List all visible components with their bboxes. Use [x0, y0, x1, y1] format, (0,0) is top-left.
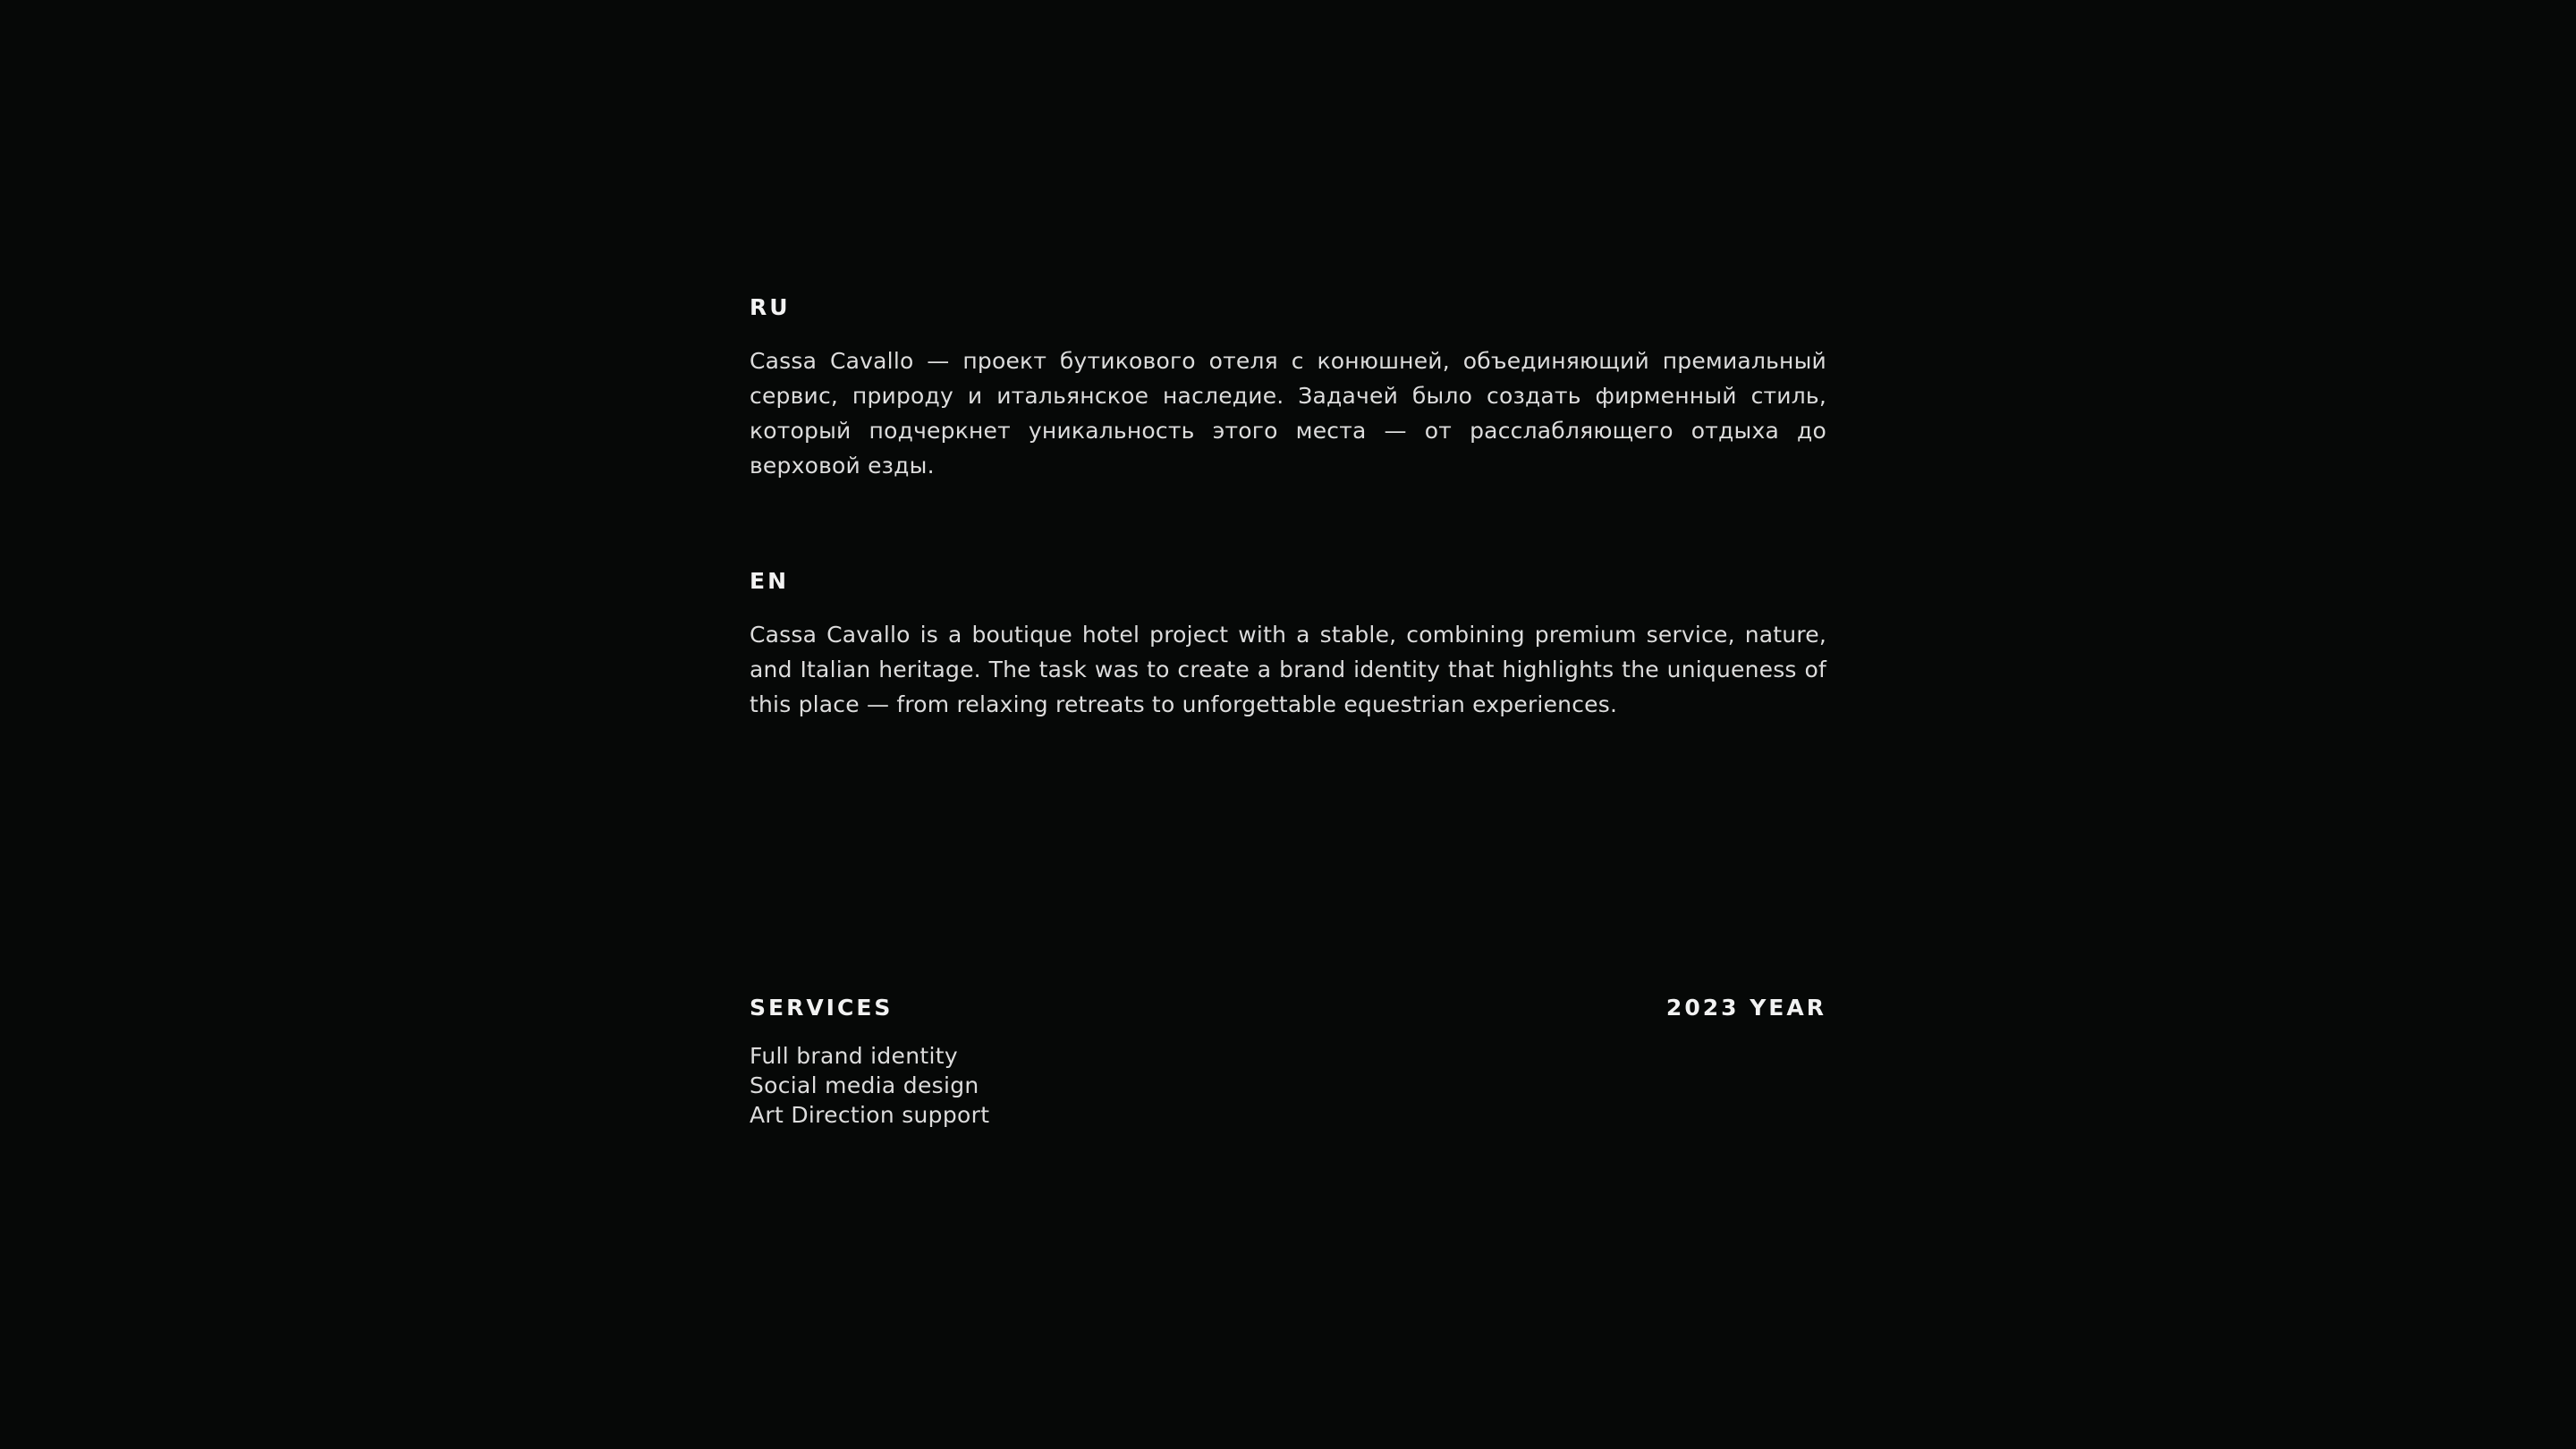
ru-section [750, 293, 1826, 483]
service-item: Social media design [750, 1072, 979, 1098]
ru-label: RU [750, 294, 791, 320]
en-label: EN [750, 568, 790, 594]
services-heading: SERVICES [750, 995, 894, 1021]
ru-description: Cassa Cavallo — проект бутикового отеля с конюшней, объединяющий премиальный сервис, природу и итальянское наследие. Задачей было создать фирменный стиль, который подчеркнет уникальность этого места — от расслабляющего отдыха до верховой езды. [750, 348, 1826, 479]
services-list [750, 1041, 989, 1130]
service-item: Art Direction support [750, 1102, 990, 1128]
en-description: Cassa Cavallo is a boutique hotel project with a stable, combining premium service, nature, and Italian heritage. The task was to create a brand identity that highlights the uniqueness of this place — from relaxing retreats to unforgettable equestrian experiences. [750, 622, 1826, 717]
service-item: Full brand identity [750, 1043, 958, 1069]
project-year: 2023 YEAR [1665, 995, 1826, 1021]
en-section [750, 567, 1826, 722]
